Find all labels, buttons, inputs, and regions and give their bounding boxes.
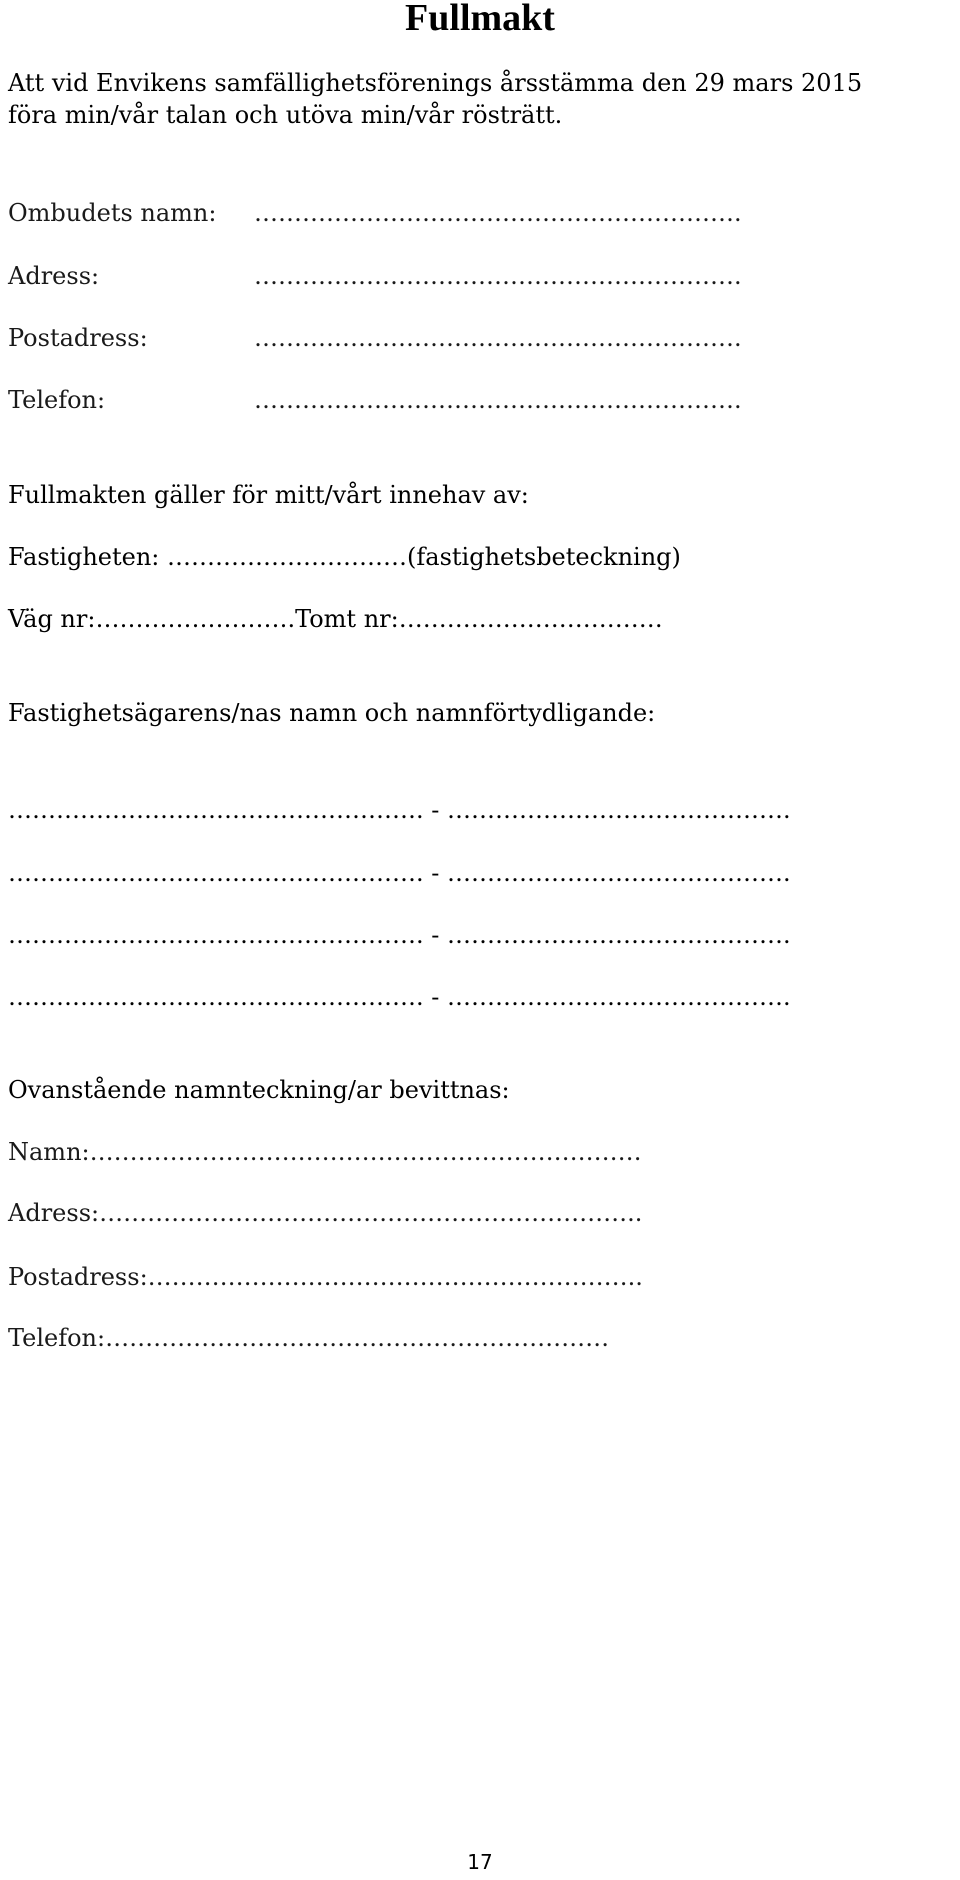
agent-name-label: Ombudets namn:: [8, 199, 217, 227]
owner-signature-line-1: ……………………………………………. - …………………………………….: [8, 796, 791, 824]
agent-phone-field: [8, 385, 742, 415]
page-number: 17: [467, 1850, 493, 1874]
witness-address-field: Adress:…………………………………………………………..: [8, 1199, 643, 1227]
witness-phone-field: Telefon:………………………………………………………: [8, 1324, 610, 1352]
owners-heading: Fastighetsägarens/nas namn och namnförtydligande:: [8, 699, 656, 727]
owner-signature-line-2: ……………………………………………. - …………………………………….: [8, 859, 791, 887]
witness-heading: Ovanstående namnteckning/ar bevittnas:: [8, 1076, 510, 1104]
intro-line-1: Att vid Envikens samfällighetsförenings årsstämma den 29 mars 2015: [8, 69, 863, 97]
agent-postal-dots: …………………………………………………….: [254, 324, 742, 352]
scope-heading: Fullmakten gäller för mitt/vårt innehav av:: [8, 481, 529, 509]
agent-postal-label: Postadress:: [8, 324, 148, 352]
agent-phone-label: Telefon:: [8, 386, 106, 414]
agent-name-field: [8, 198, 742, 228]
agent-phone-dots: …………………………………………………….: [254, 386, 742, 414]
property-designation-line: Fastigheten: …………………………(fastighetsbeteckning): [8, 543, 681, 571]
owner-signature-line-4: ……………………………………………. - …………………………………….: [8, 983, 791, 1011]
agent-address-label: Adress:: [8, 262, 100, 290]
agent-address-dots: …………………………………………………….: [254, 262, 742, 290]
intro-line-2: föra min/vår talan och utöva min/vår rösträtt.: [8, 101, 563, 129]
road-plot-line: Väg nr:…………………….Tomt nr:……………………………: [8, 605, 663, 633]
agent-name-dots: …………………………………………………….: [254, 199, 742, 227]
witness-name-field: Namn:……………………………………………………………: [8, 1138, 642, 1166]
witness-postal-field: Postadress:……………………………………………………..: [8, 1263, 643, 1291]
agent-postal-field: [8, 323, 742, 353]
owner-signature-line-3: ……………………………………………. - …………………………………….: [8, 921, 791, 949]
agent-address-field: [8, 261, 742, 291]
document-title: Fullmakt: [405, 0, 555, 39]
